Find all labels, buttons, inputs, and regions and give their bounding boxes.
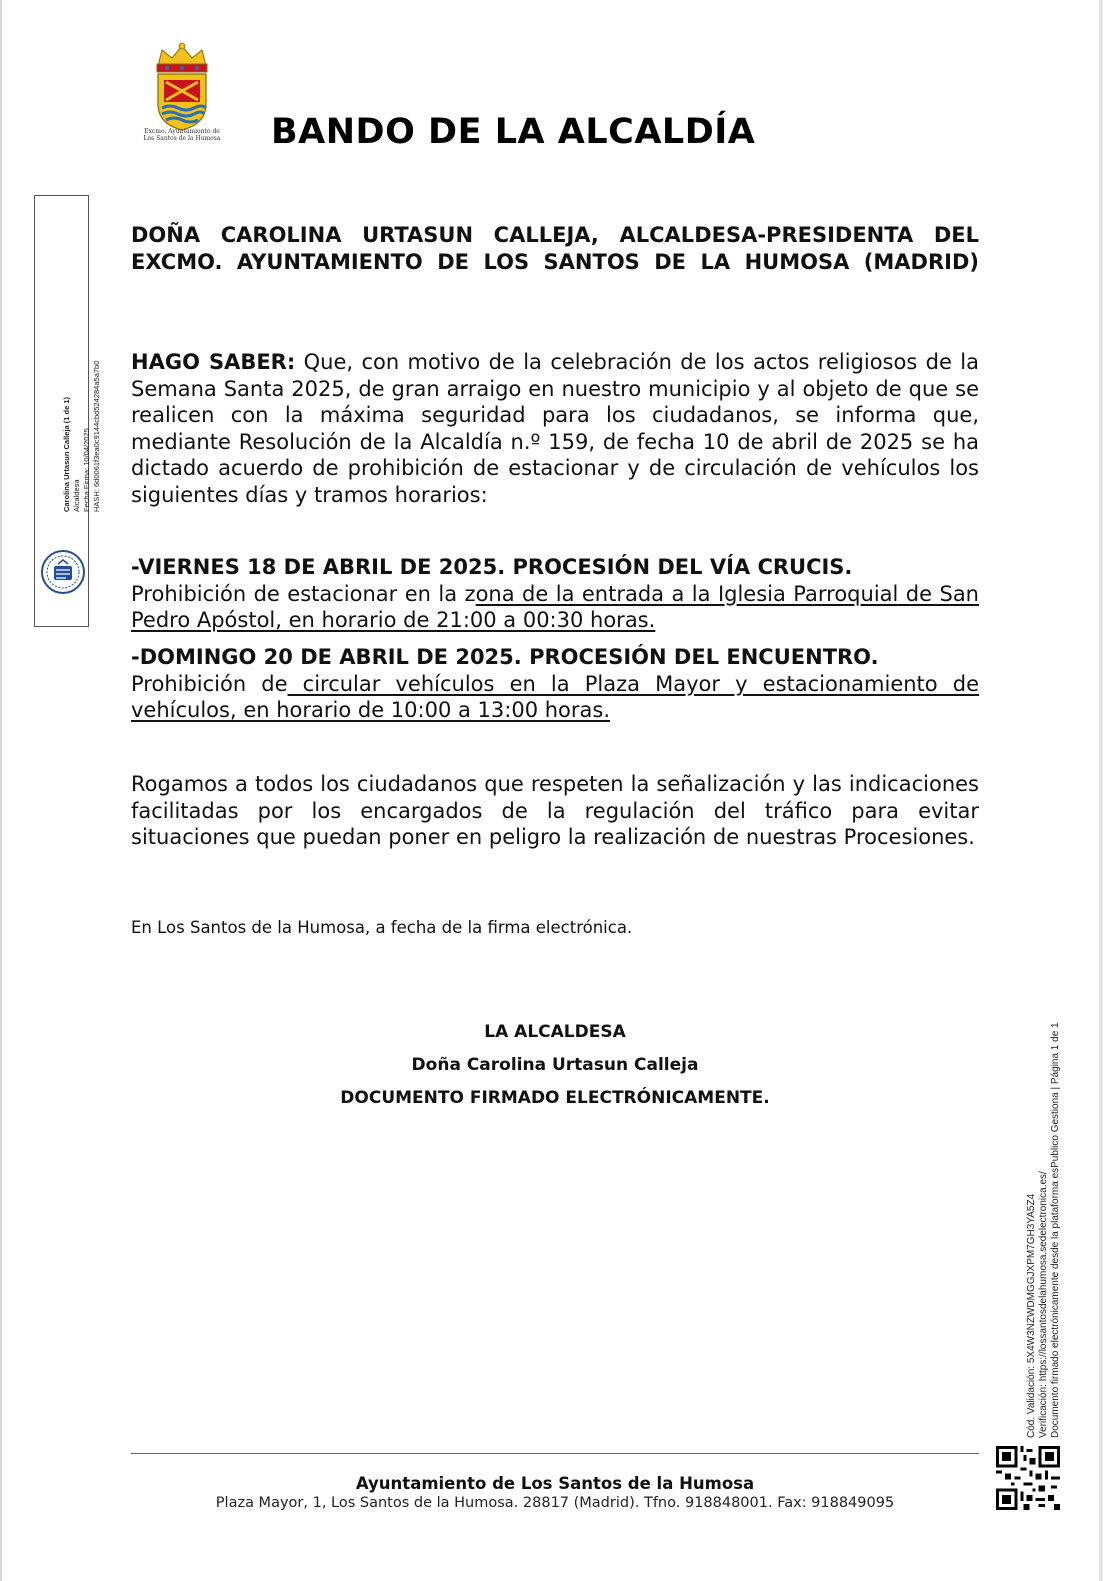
- item-friday-underlined: ona de la entrada a la Iglesia Parroquial de San Pedro Apóstol, en horario de 21:00 a 00:30 horas.: [131, 581, 979, 632]
- crest-caption: Excmo. Ayuntamiento de Los Santos de la Humosa: [143, 128, 221, 142]
- item-sunday-heading: -DOMINGO 20 DE ABRIL DE 2025. PROCESIÓN DEL ENCUENTRO.: [131, 645, 879, 669]
- page-title: BANDO DE LA ALCALDÍA: [271, 112, 756, 152]
- item-sunday-underlined: circular vehículos en la Plaza Mayor y estacionamiento de vehículos, en horario de 10:00 a 13:00 horas.: [131, 671, 979, 722]
- item-friday-heading: -VIERNES 18 DE ABRIL DE 2025. PROCESIÓN DEL VÍA CRUCIS.: [131, 555, 853, 579]
- authority-heading: DOÑA CAROLINA URTASUN CALLEJA, ALCALDESA-PRESIDENTA DEL EXCMO. AYUNTAMIENTO DE LOS SANTOS DE LA HUMOSA (MADRID): [131, 223, 979, 274]
- item-sunday: [131, 644, 979, 724]
- signature-hash: HASH: 6d0061f3ea0c9144cbd524284a5a7b0: [92, 360, 101, 512]
- verification-url: Verificación: https://lossantosdelahumosa.sedelectronica.es/: [1038, 1171, 1049, 1438]
- signer-line: Carolina Urtasun Calleja (1 de 1): [62, 396, 71, 512]
- signature-strip-text: [62, 312, 102, 512]
- signed-note: DOCUMENTO FIRMADO ELECTRÓNICAMENTE.: [340, 1088, 770, 1108]
- electronic-seal-icon: [40, 549, 86, 595]
- signature-block: [131, 1016, 979, 1115]
- request-paragraph: Rogamos a todos los ciudadanos que respeten la señalización y las indicaciones facilitadas por los encargados de la regulación del tráfico para evitar situaciones que puedan poner en peligro la realización de nuestras Procesiones.: [131, 772, 979, 849]
- page-edge: [0, 0, 2, 1581]
- intro-paragraph: [131, 349, 979, 508]
- signature-date: Fecha Firma: 10/04/2025: [82, 428, 91, 512]
- footer-organization: Ayuntamiento de Los Santos de la Humosa: [355, 1474, 755, 1493]
- signatory-role: LA ALCALDESA: [484, 1022, 626, 1042]
- item-friday-text: Prohibición de estacionar en la z: [131, 581, 476, 606]
- page-edge: [1099, 0, 1103, 1581]
- item-friday: [131, 554, 979, 634]
- platform-note: Documento firmado electrónicamente desde la plataforma esPublico Gestiona | Página 1 de 1: [1050, 1022, 1061, 1438]
- place-date: En Los Santos de la Humosa, a fecha de la firma electrónica.: [131, 918, 633, 937]
- footer-address: Plaza Mayor, 1, Los Santos de la Humosa. 28817 (Madrid). Tfno. 918848001. Fax: 918849095: [215, 1495, 895, 1511]
- validation-text: [1026, 968, 1062, 1438]
- signatory-name: Doña Carolina Urtasun Calleja: [411, 1055, 699, 1075]
- intro-text: Que, con motivo de la celebración de los actos religiosos de la Semana Santa 2025, de gran arraigo en nuestro municipio y al objeto de que se realicen con la máxima seguridad para los ciudadanos, se informa que, mediante Resolución de la Alcaldía n.º 159, de fecha 10 de abril de 2025 se ha dictado acuerdo de prohibición de estacionar y de circulación de vehículos los siguientes días y tramos horarios:: [131, 350, 980, 507]
- item-sunday-text: Prohibición de: [131, 671, 288, 696]
- validation-code: Cód. Validación: 5X4W3NZWDMGGJXPM7GH3YA5Z4: [1026, 1193, 1037, 1438]
- footer-divider: [131, 1453, 979, 1454]
- qr-code-icon: [996, 1446, 1060, 1510]
- intro-label: HAGO SABER:: [131, 350, 296, 374]
- signer-role: Alcaldesa: [72, 479, 81, 512]
